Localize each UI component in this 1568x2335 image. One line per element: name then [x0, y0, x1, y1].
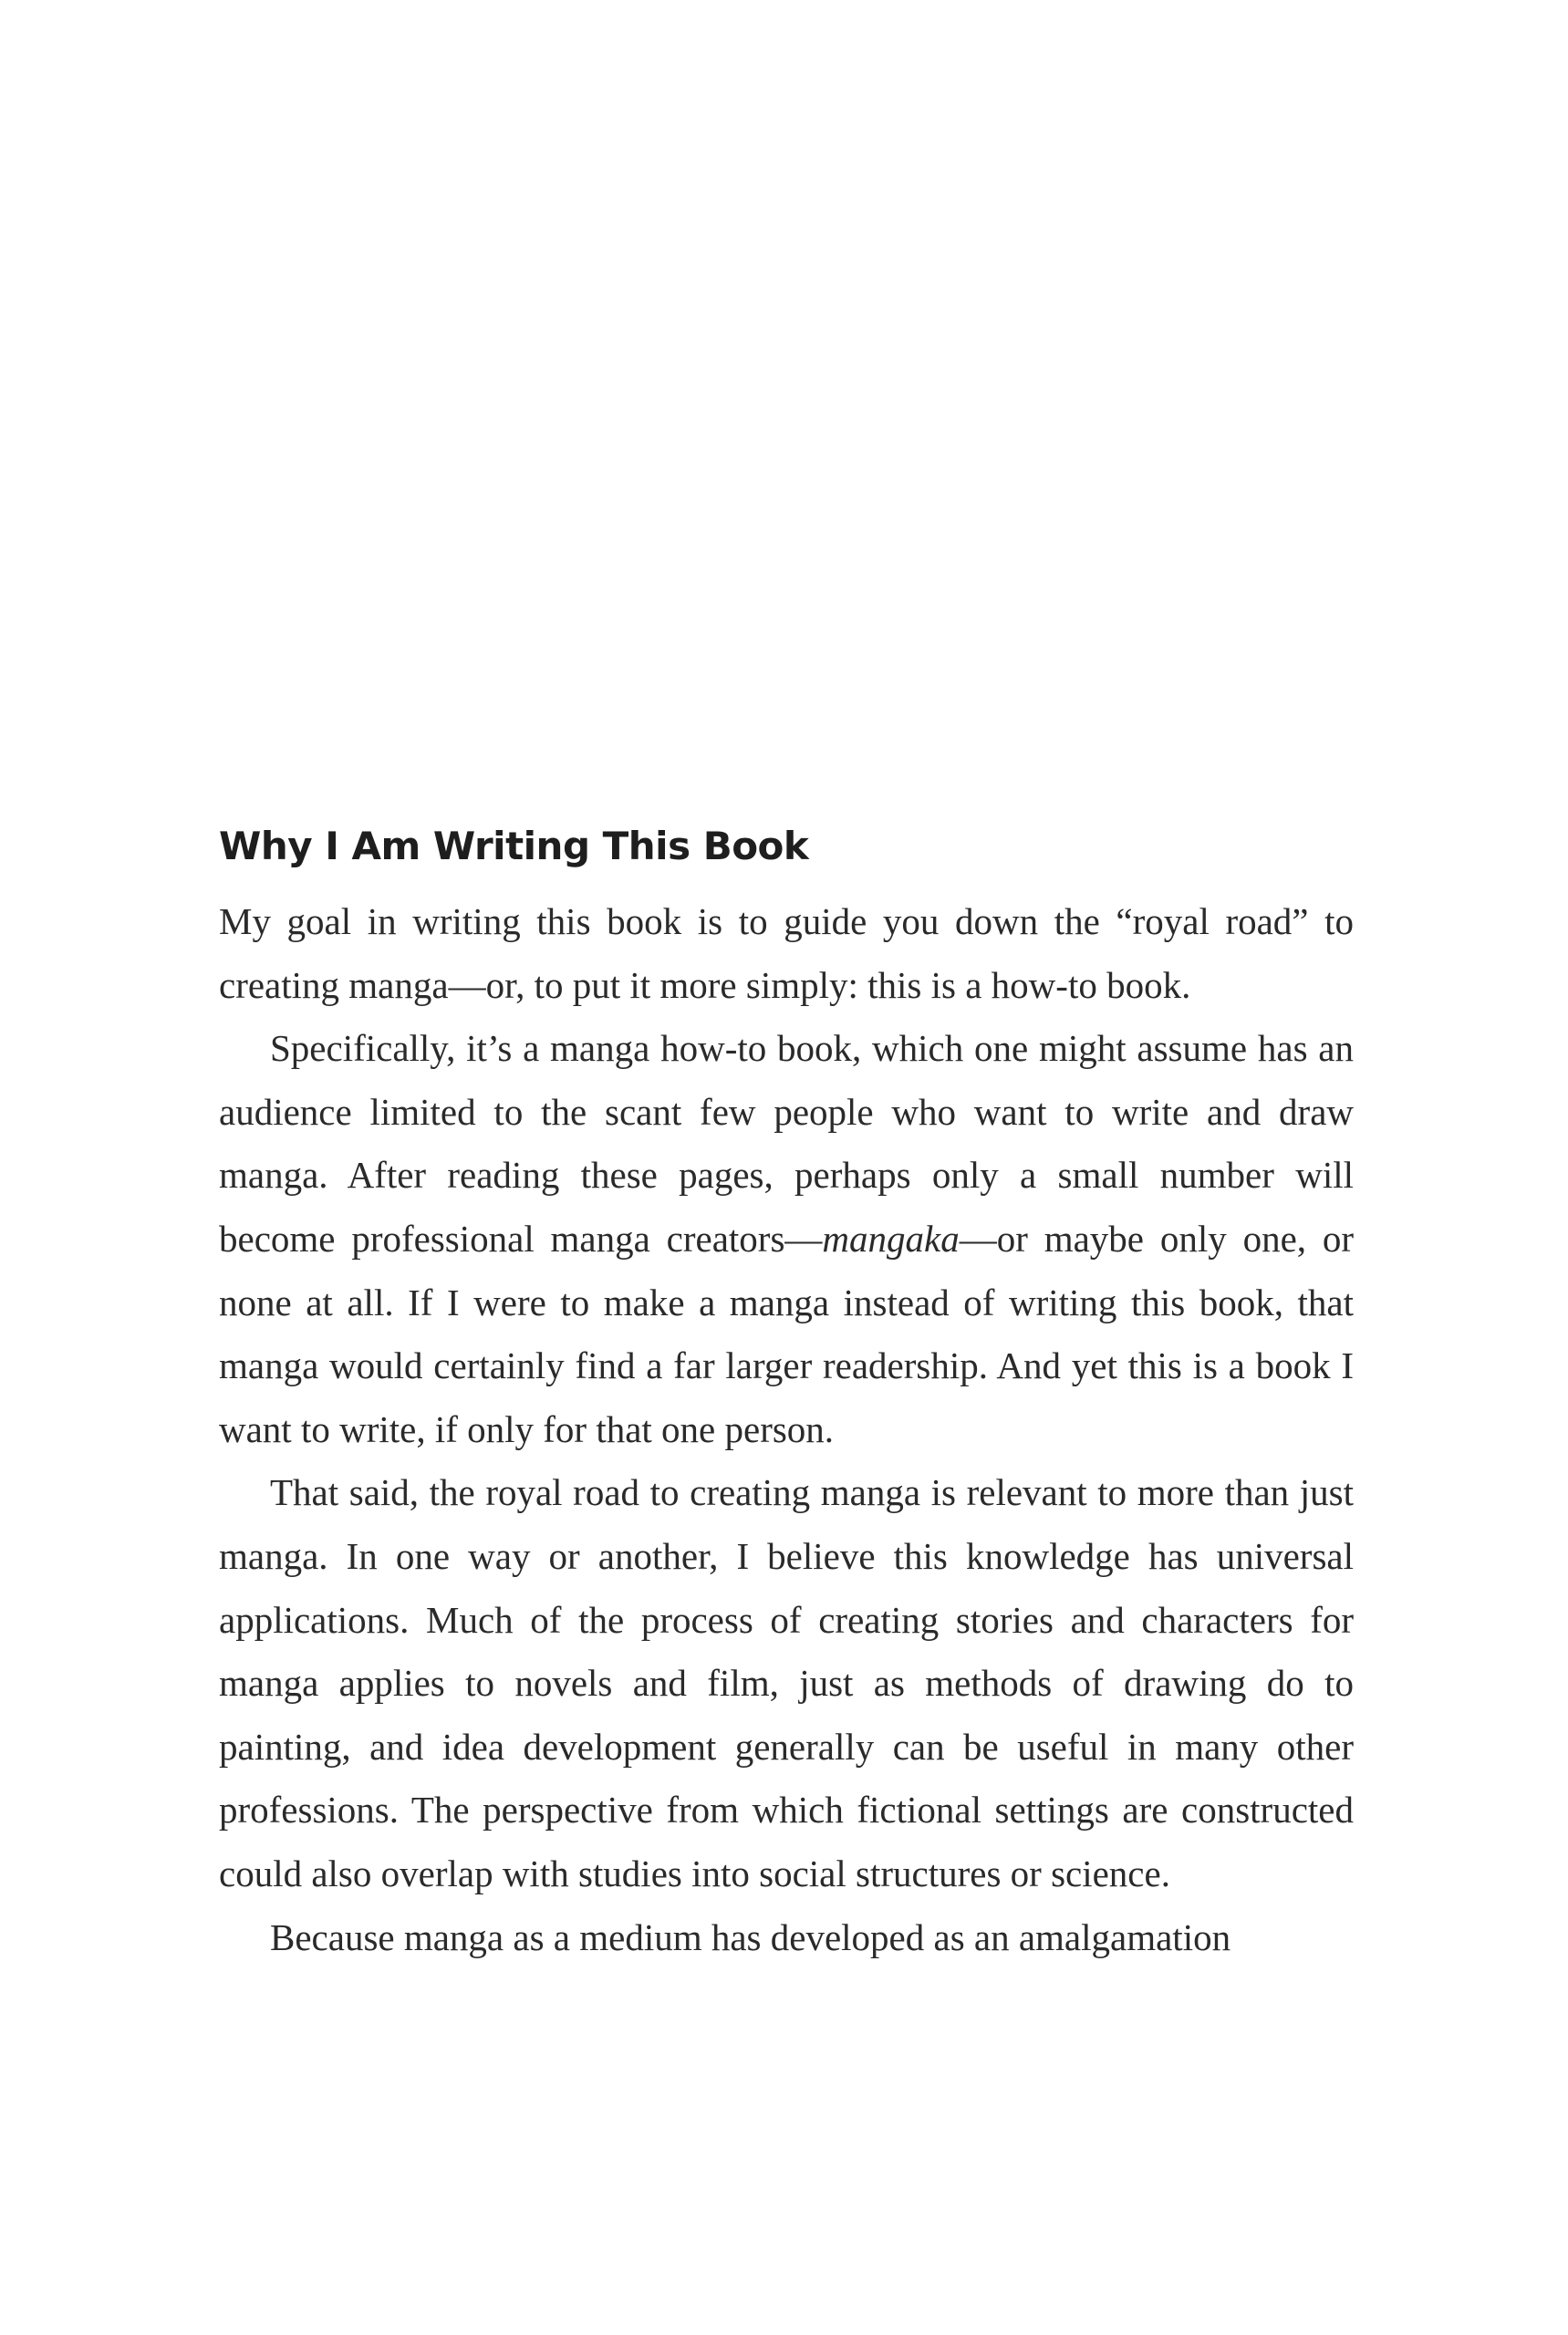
- section-heading: Why I Am Writing This Book: [219, 824, 809, 868]
- paragraph-2-emphasis: mangaka: [822, 1217, 960, 1260]
- paragraph-2: [219, 1017, 1354, 1461]
- paragraph-1: My goal in writing this book is to guide you down the “royal road” to creating manga—or, to put it more simply: this is a how-to book.: [219, 900, 1354, 1006]
- paragraph-4: Because manga as a medium has developed as an amalgamation: [270, 1915, 1231, 1958]
- paragraph-2-part-2: —or maybe only one, or none at all. If I were to make a manga instead of writing this book, that manga would certainly find a far larger readership. And yet this is a book I want to write, if only for that one person.: [219, 1217, 1354, 1450]
- paragraph-2-part-1: Specifically, it’s a manga how-to book, which one might assume has an audience limited to the scant few people who want to write and draw manga. After reading these pages, perhaps only a small number will become professional manga creators—: [219, 1027, 1354, 1260]
- paragraph-3: That said, the royal road to creating manga is relevant to more than just manga. In one way or another, I believe this knowledge has universal applications. Much of the process of creating stories and characters for manga applies to novels and film, just as methods of drawing do to painting, and idea development generally can be useful in many other professions. The perspective from which fictional settings are constructed could also overlap with studies into social structures or science.: [219, 1471, 1354, 1894]
- text-block: [219, 821, 1354, 1969]
